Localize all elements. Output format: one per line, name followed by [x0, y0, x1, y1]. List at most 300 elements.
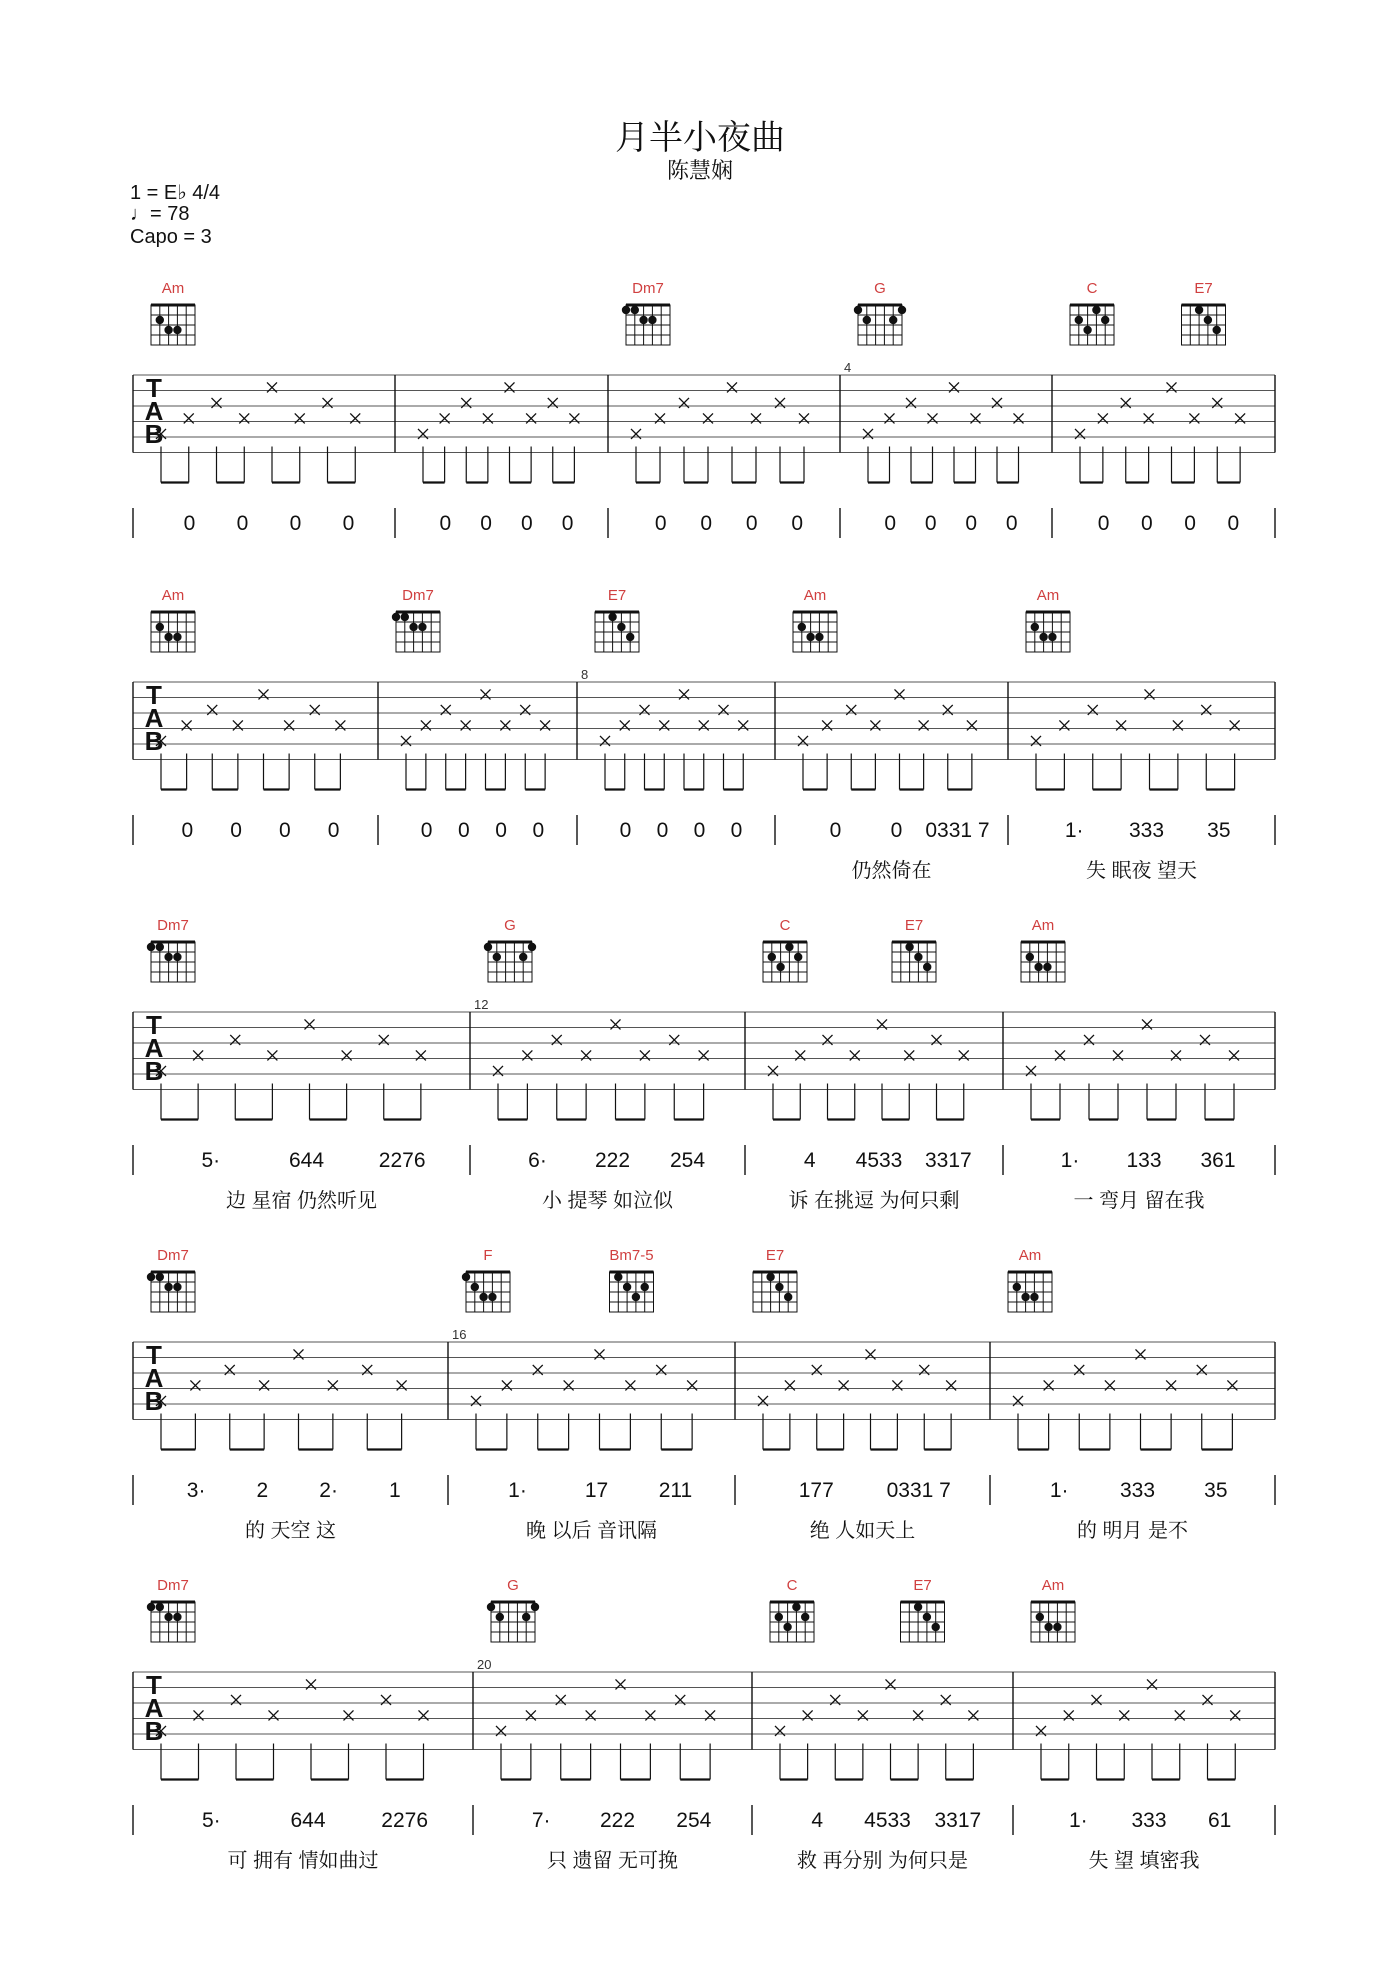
strum-note — [1227, 1380, 1237, 1449]
finger-dot — [156, 1273, 164, 1281]
chord-name: C — [779, 917, 791, 934]
strum-note — [267, 382, 300, 482]
chord-diagram — [854, 305, 906, 345]
strum-note — [440, 413, 450, 482]
finger-dot — [863, 316, 871, 324]
numbered-note: 0 — [327, 819, 340, 842]
strum-note — [1145, 689, 1178, 789]
finger-dot — [519, 953, 527, 961]
strum-note — [655, 413, 665, 482]
strum-note — [705, 1710, 715, 1779]
strum-note — [799, 413, 809, 482]
chord-diagram — [484, 942, 536, 982]
finger-dot — [1101, 316, 1109, 324]
measure — [844, 280, 1024, 535]
strum-note — [310, 705, 341, 790]
strum-note — [294, 1349, 333, 1449]
strum-note — [190, 1380, 200, 1449]
strum-note — [595, 1349, 631, 1449]
numbered-note: 3317 — [924, 1149, 972, 1172]
numbered-note: 1· — [1049, 1479, 1069, 1502]
strum-note — [850, 1050, 860, 1119]
measure — [477, 1577, 715, 1872]
numbered-note: 0 — [458, 819, 470, 842]
strum-note — [727, 382, 756, 482]
strum-note — [968, 1710, 978, 1779]
numbered-note: 2· — [319, 1479, 338, 1502]
numbered-note: 0 — [1097, 512, 1110, 535]
strum-note — [892, 1380, 902, 1449]
finger-dot — [632, 1293, 640, 1301]
finger-dot — [164, 953, 172, 961]
measure — [1008, 1247, 1237, 1542]
song-artist: 陈慧娴 — [666, 158, 733, 183]
chord-diagram — [793, 612, 837, 652]
finger-dot — [914, 953, 922, 961]
strum-note — [812, 1365, 844, 1450]
finger-dot — [1195, 306, 1203, 314]
strum-note — [830, 1695, 863, 1780]
finger-dot — [462, 1273, 470, 1281]
chord-name: Dm7 — [157, 1577, 189, 1594]
numbered-note: 0 — [654, 512, 667, 535]
finger-dot — [608, 613, 616, 621]
finger-dot — [1031, 623, 1039, 631]
strum-note — [1044, 1380, 1054, 1449]
strum-note — [1167, 382, 1195, 482]
strum-note — [416, 1050, 426, 1119]
measure-number: 8 — [581, 667, 589, 682]
numbered-note: 0 — [289, 512, 302, 535]
measure — [392, 587, 550, 842]
lyric-text: 的 天空 这 — [244, 1520, 337, 1542]
strum-note — [548, 398, 575, 483]
chord-name: Dm7 — [157, 917, 189, 934]
numbered-note: 2276 — [378, 1149, 426, 1172]
measure — [581, 587, 748, 842]
strum-note — [461, 398, 488, 483]
finger-dot — [626, 633, 634, 641]
strum-note — [461, 720, 471, 789]
numbered-note: 254 — [669, 1149, 706, 1172]
finger-dot — [392, 613, 400, 621]
strum-note — [919, 1365, 951, 1450]
tab-clef-t: T — [146, 1670, 162, 1700]
strum-note — [904, 1050, 914, 1119]
finger-dot — [418, 623, 426, 631]
numbered-note: 3317 — [934, 1809, 982, 1832]
chord-diagram — [151, 612, 195, 652]
finger-dot — [488, 1293, 496, 1301]
strum-note — [231, 1695, 274, 1780]
numbered-note: 61 — [1207, 1809, 1232, 1832]
strum-note — [1074, 1365, 1110, 1450]
strum-note — [823, 1035, 855, 1120]
measure — [763, 917, 972, 1212]
strum-note — [1230, 1710, 1240, 1779]
strum-note — [569, 413, 579, 482]
finger-dot — [806, 633, 814, 641]
numbered-note: 0 — [495, 819, 507, 842]
chord-name: C — [786, 1577, 798, 1594]
numbered-note: 0 — [884, 512, 897, 535]
chord-name: Am — [1036, 587, 1060, 604]
strum-note — [1173, 720, 1183, 789]
strum-note — [703, 413, 713, 482]
finger-dot — [164, 1613, 172, 1621]
finger-dot — [815, 633, 823, 641]
chord-name: Am — [161, 280, 185, 297]
strum-note — [194, 1710, 204, 1779]
chord-diagram — [147, 1272, 195, 1312]
finger-dot — [147, 1273, 155, 1281]
numbered-note: 0 — [829, 819, 842, 842]
strum-note — [323, 398, 356, 483]
strum-note — [949, 382, 976, 482]
finger-dot — [496, 1613, 504, 1621]
chord-name: E7 — [913, 1577, 932, 1594]
strum-note — [212, 398, 245, 483]
lyric-text: 边 星宿 仍然听见 — [225, 1190, 378, 1212]
strum-note — [1189, 413, 1199, 482]
strum-note — [967, 720, 977, 789]
finger-dot — [622, 306, 630, 314]
strum-note — [1105, 1380, 1115, 1449]
strum-note — [795, 1050, 805, 1119]
strum-note — [556, 1695, 591, 1780]
strum-note — [552, 1035, 586, 1120]
numbered-note: 1· — [508, 1479, 527, 1502]
measure-number: 4 — [844, 360, 852, 375]
strum-note — [1200, 1035, 1234, 1120]
strum-note — [675, 1695, 710, 1780]
finger-dot — [156, 316, 164, 324]
strum-note — [419, 1710, 429, 1779]
strum-note — [679, 398, 708, 483]
finger-dot — [898, 306, 906, 314]
strum-note — [1098, 413, 1108, 482]
finger-dot — [648, 316, 656, 324]
strum-note — [526, 413, 536, 482]
strum-note — [295, 413, 305, 482]
strum-note — [877, 1019, 909, 1119]
lyric-text: 只 遗留 无可挽 — [546, 1850, 679, 1872]
strum-note — [533, 1365, 569, 1450]
measure — [144, 1577, 429, 1872]
strum-note — [284, 720, 294, 789]
numbered-note: 0 — [342, 512, 355, 535]
numbered-note: 222 — [594, 1149, 631, 1172]
lyric-text: 失 眠夜 望天 — [1085, 860, 1198, 882]
chord-diagram — [487, 1602, 539, 1642]
numbered-note: 0 — [693, 819, 706, 842]
strum-note — [1235, 413, 1245, 482]
finger-dot — [147, 943, 155, 951]
strum-note — [1212, 398, 1240, 483]
strum-note — [699, 1050, 709, 1119]
strum-note — [932, 1035, 964, 1120]
chord-name: E7 — [765, 1247, 785, 1264]
strum-note — [335, 720, 345, 789]
numbered-note: 0 — [480, 512, 492, 535]
measure — [418, 382, 579, 535]
strum-note — [344, 1710, 354, 1779]
chord-diagram — [622, 305, 670, 345]
strum-note — [775, 398, 804, 483]
strum-note — [719, 705, 744, 790]
numbered-note: 0 — [279, 819, 291, 842]
finger-dot — [801, 1613, 809, 1621]
finger-dot — [1021, 1293, 1029, 1301]
finger-dot — [409, 623, 417, 631]
chord-diagram — [147, 942, 195, 982]
finger-dot — [905, 943, 913, 951]
numbered-note: 4533 — [855, 1149, 903, 1172]
numbered-note: 7· — [531, 1809, 551, 1832]
chord-name: G — [504, 917, 516, 934]
strum-note — [659, 720, 669, 789]
numbered-note: 4533 — [864, 1809, 911, 1832]
strum-note — [1088, 705, 1121, 790]
measure — [622, 280, 809, 535]
strum-note — [886, 1679, 919, 1779]
numbered-note: 0 — [230, 819, 242, 842]
system-5 — [133, 1577, 1275, 1872]
strum-note — [1197, 1365, 1233, 1450]
numbered-note: 0 — [561, 512, 574, 535]
strum-note — [1171, 1050, 1181, 1119]
tab-clef-b: B — [144, 1056, 164, 1086]
song-title: 月半小夜曲 — [615, 119, 785, 157]
chord-name: Dm7 — [632, 280, 664, 297]
numbered-note: 333 — [1119, 1479, 1156, 1502]
tab-clef-b: B — [144, 1386, 164, 1416]
finger-dot — [479, 1293, 487, 1301]
strum-note — [1084, 1035, 1118, 1120]
measure-number: 20 — [477, 1657, 492, 1672]
finger-dot — [156, 943, 164, 951]
measure — [770, 1577, 981, 1872]
finger-dot — [768, 953, 776, 961]
finger-dot — [617, 623, 625, 631]
strum-note — [421, 720, 431, 789]
strum-note — [1116, 720, 1126, 789]
strum-note — [785, 1380, 795, 1449]
strum-note — [306, 1679, 349, 1779]
chord-name: C — [1086, 280, 1098, 297]
strum-note — [946, 1380, 956, 1449]
measure — [151, 587, 345, 842]
strum-note — [687, 1380, 697, 1449]
numbered-note: 0 — [890, 819, 903, 842]
measure — [1026, 587, 1240, 882]
finger-dot — [775, 1283, 783, 1291]
numbered-note: 0 — [181, 819, 194, 842]
strum-note — [520, 705, 545, 790]
strum-note — [895, 689, 924, 789]
numbered-note: 361 — [1200, 1149, 1236, 1172]
finger-dot — [792, 1603, 800, 1611]
finger-dot — [766, 1273, 774, 1281]
strum-note — [640, 1050, 650, 1119]
finger-dot — [889, 316, 897, 324]
measure — [1070, 280, 1245, 535]
finger-dot — [147, 1603, 155, 1611]
strum-note — [522, 1050, 532, 1119]
chord-diagram — [1070, 305, 1114, 345]
strum-note — [1055, 1050, 1065, 1119]
chord-name: E7 — [904, 917, 924, 934]
numbered-note: 0 — [656, 819, 669, 842]
strum-note — [1014, 413, 1024, 482]
finger-dot — [914, 1603, 922, 1611]
chord-diagram — [392, 612, 440, 652]
measure — [474, 917, 709, 1212]
finger-dot — [794, 953, 802, 961]
finger-dot — [1043, 963, 1051, 971]
numbered-note: 1· — [1060, 1149, 1080, 1172]
finger-dot — [631, 306, 639, 314]
finger-dot — [471, 1283, 479, 1291]
strum-note — [230, 1035, 272, 1120]
finger-dot — [1075, 316, 1083, 324]
numbered-note: 1 — [389, 1479, 401, 1502]
tempo-marking: ♩= 78 — [130, 203, 190, 225]
numbered-note: 222 — [599, 1809, 636, 1832]
chord-diagram — [770, 1602, 814, 1642]
chord-name: Am — [161, 587, 185, 604]
tab-clef-b: B — [144, 726, 164, 756]
finger-dot — [1030, 1293, 1038, 1301]
strum-note — [846, 705, 875, 790]
strum-note — [1136, 1349, 1172, 1449]
finger-dot — [156, 623, 164, 631]
strum-note — [870, 720, 880, 789]
chord-diagram — [892, 942, 936, 982]
numbered-note: 0 — [700, 512, 713, 535]
chord-diagram — [610, 1272, 654, 1312]
strum-note — [1119, 1710, 1129, 1779]
chord-diagram — [753, 1272, 797, 1312]
finger-dot — [639, 316, 647, 324]
measure — [753, 1247, 956, 1542]
strum-note — [362, 1365, 401, 1450]
chord-name: G — [874, 280, 886, 297]
lyric-text: 一 弯月 留在我 — [1073, 1190, 1205, 1212]
strum-note — [1166, 1380, 1176, 1449]
measure — [1021, 917, 1239, 1212]
numbered-note: 3· — [186, 1479, 206, 1502]
finger-dot — [641, 1283, 649, 1291]
lyric-text: 失 望 填密我 — [1088, 1850, 1200, 1872]
strum-note — [679, 689, 704, 789]
strum-note — [481, 689, 506, 789]
finger-dot — [531, 1603, 539, 1611]
system-3 — [133, 917, 1275, 1212]
strum-note — [305, 1019, 347, 1119]
numbered-note: 0 — [730, 819, 743, 842]
finger-dot — [775, 1613, 783, 1621]
chord-diagram — [147, 1602, 195, 1642]
strum-note — [441, 705, 466, 790]
strum-note — [526, 1710, 536, 1779]
strum-note — [342, 1050, 352, 1119]
finger-dot — [484, 943, 492, 951]
numbered-note: 0 — [619, 819, 632, 842]
finger-dot — [1213, 326, 1221, 334]
numbered-note: 35 — [1207, 819, 1231, 842]
chord-diagram — [1182, 305, 1226, 345]
capo-marking: Capo = 3 — [130, 226, 212, 248]
strum-note — [379, 1035, 421, 1120]
chord-diagram — [763, 942, 807, 982]
finger-dot — [932, 1623, 940, 1631]
numbered-note: 0 — [924, 512, 937, 535]
chord-diagram — [1031, 1602, 1075, 1642]
chord-name: Am — [1018, 1247, 1042, 1264]
strum-note — [645, 1710, 655, 1779]
strum-note — [885, 413, 895, 482]
tab-clef-a: A — [144, 1033, 164, 1063]
key-signature: 1 = E♭ 4/4 — [130, 182, 221, 204]
chord-diagram — [1008, 1272, 1052, 1312]
numbered-note: 1· — [1064, 819, 1084, 842]
finger-dot — [784, 1293, 792, 1301]
finger-dot — [614, 1273, 622, 1281]
numbered-note: 333 — [1131, 1809, 1167, 1832]
numbered-note: 6· — [528, 1149, 547, 1172]
numbered-note: 0331 7 — [925, 819, 990, 842]
strum-note — [839, 1380, 849, 1449]
tab-clef-t: T — [146, 373, 162, 403]
strum-note — [505, 382, 532, 482]
chord-name: E7 — [607, 587, 627, 604]
system-4 — [133, 1247, 1275, 1542]
numbered-note: 0 — [439, 512, 452, 535]
numbered-note: 0 — [1005, 512, 1018, 535]
strum-note — [502, 1380, 512, 1449]
strum-note — [928, 413, 938, 482]
strum-note — [1175, 1710, 1185, 1779]
chord-name: Dm7 — [402, 587, 434, 604]
tab-clef-a: A — [144, 703, 164, 733]
strum-note — [540, 720, 550, 789]
finger-dot — [493, 953, 501, 961]
strum-note — [1092, 1695, 1125, 1780]
measure-number: 12 — [474, 997, 489, 1012]
chord-name: Dm7 — [157, 1247, 189, 1264]
strum-note — [941, 1695, 974, 1780]
chord-diagram — [595, 612, 639, 652]
strum-note — [1230, 720, 1240, 789]
strum-note — [1144, 413, 1154, 482]
strum-note — [803, 1710, 813, 1779]
numbered-note: 0 — [1227, 512, 1240, 535]
chord-name: G — [507, 1577, 519, 1594]
lyric-text: 的 明月 是不 — [1076, 1520, 1189, 1542]
finger-dot — [401, 613, 409, 621]
chord-name: F — [483, 1247, 493, 1264]
tab-clef-t: T — [146, 680, 162, 710]
finger-dot — [854, 306, 862, 314]
strum-note — [1147, 1679, 1180, 1779]
strum-note — [640, 705, 665, 790]
numbered-note: 0 — [791, 512, 804, 535]
measure — [793, 587, 990, 882]
numbered-note: 0 — [965, 512, 978, 535]
numbered-note: 0 — [420, 819, 433, 842]
finger-dot — [522, 1613, 530, 1621]
